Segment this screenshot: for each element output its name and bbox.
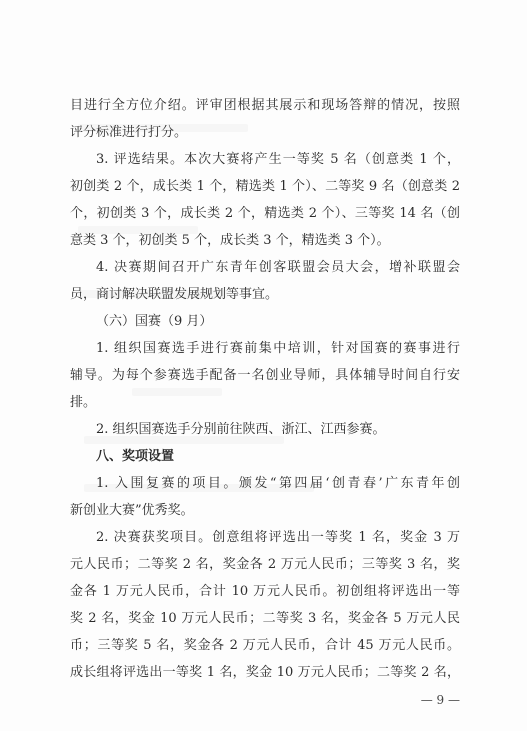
body-text-line: 成长组将评选出一等奖 1 名，奖金 10 万元人民币；二等奖 2 名， [70, 665, 460, 680]
body-text-line: 员，商讨解决联盟发展规划等事宜。 [70, 287, 279, 302]
body-text-line: 排。 [70, 395, 97, 410]
page-number: — 9 — [420, 693, 460, 707]
body-text-line: 3. 评选结果。本次大赛将产生一等奖 5 名（创意类 1 个， [96, 152, 460, 167]
body-text-line: 4. 决赛期间召开广东青年创客联盟会员大会，增补联盟会 [96, 260, 460, 275]
body-text-line: 1. 组织国赛选手进行赛前集中培训，针对国赛的赛事进行 [96, 341, 460, 356]
body-text-line: 币；三等奖 5 名，奖金各 2 万元人民币，合计 45 万元人民币。 [70, 638, 460, 653]
body-text-line: 元人民币；二等奖 2 名，奖金各 2 万元人民币；三等奖 3 名，奖 [70, 557, 460, 572]
section-heading: 八、奖项设置 [96, 449, 175, 464]
body-text-line: 辅导。为每个参赛选手配备一名创业导师，具体辅导时间自行安 [70, 368, 460, 383]
section-subheading: （六）国赛（9 月） [96, 314, 213, 329]
body-text-line: 奖 2 名，奖金 10 万元人民币；二等奖 3 名，奖金各 5 万元人民 [70, 611, 460, 626]
body-text-line: 意类 3 个，初创类 5 个，成长类 3 个，精选类 3 个）。 [70, 233, 390, 248]
body-text-line: 2. 决赛获奖项目。创意组将评选出一等奖 1 名，奖金 3 万 [96, 530, 460, 545]
body-text-line: 1. 入围复赛的项目。颁发“第四届‘创青春’广东青年创 [96, 476, 460, 491]
body-text-line: 评分标准进行打分。 [70, 125, 188, 140]
body-text-line: 目进行全方位介绍。评审团根据其展示和现场答辩的情况，按照 [70, 98, 460, 113]
body-text-line: 个，初创类 3 个，成长类 2 个，精选类 2 个）、三等奖 14 名（创 [70, 206, 460, 221]
body-text-line: 2. 组织国赛选手分别前往陕西、浙江、江西参赛。 [96, 422, 386, 437]
body-text-line: 金各 1 万元人民币，合计 10 万元人民币。初创组将评选出一等 [70, 584, 460, 599]
body-text-line: 新创业大赛”优秀奖。 [70, 503, 194, 518]
body-text-line: 初创类 2 个，成长类 1 个，精选类 1 个）、二等奖 9 名（创意类 2 [70, 179, 460, 194]
